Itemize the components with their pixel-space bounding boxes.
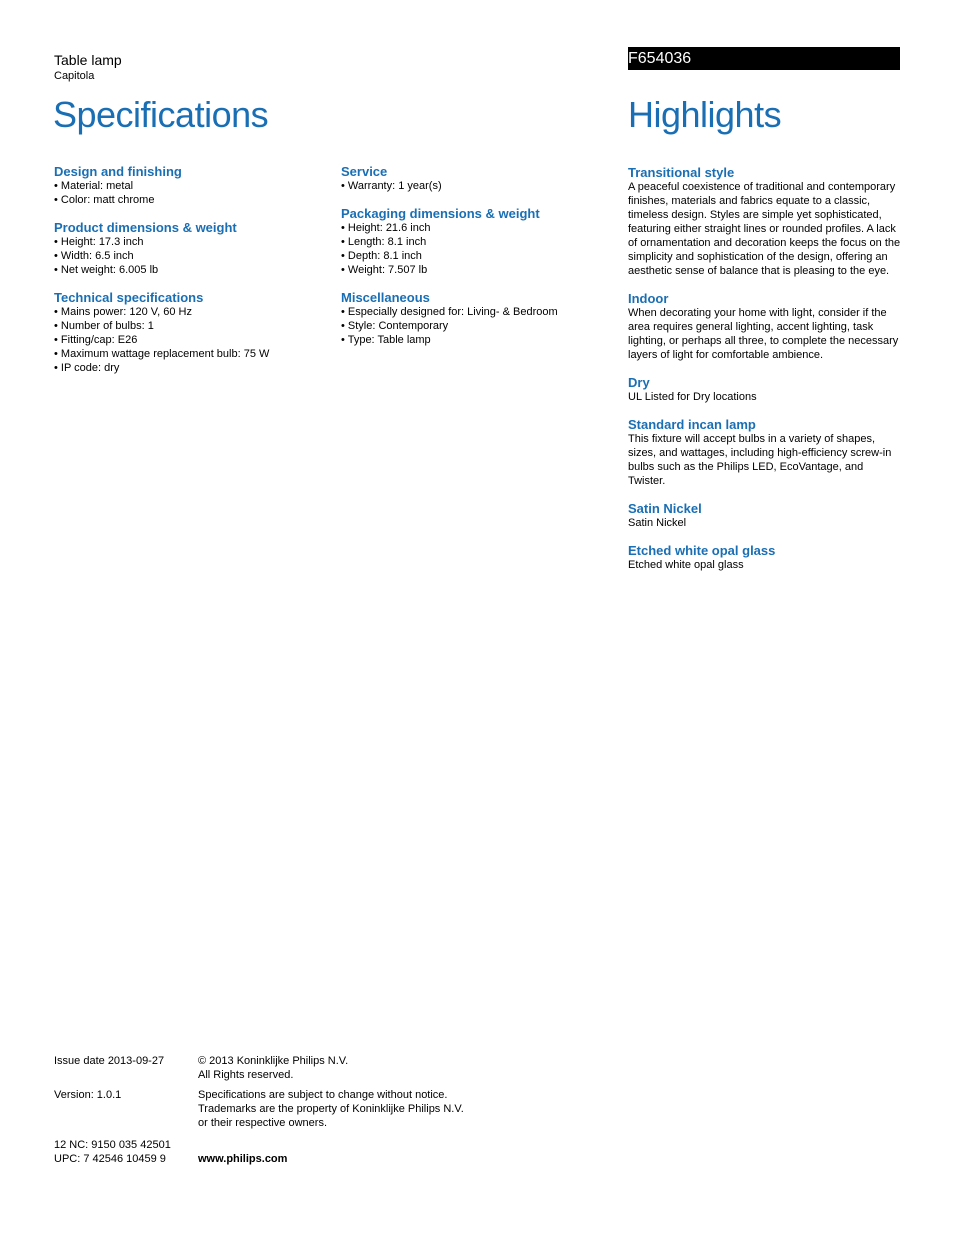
spec-item: • Length: 8.1 inch — [341, 236, 427, 248]
highlight-title: Etched white opal glass — [628, 543, 776, 558]
highlight-indoor — [628, 291, 903, 362]
spec-item: • Weight: 7.507 lb — [341, 264, 428, 276]
spec-section-service — [341, 164, 611, 193]
spec-item: • Height: 17.3 inch — [54, 236, 144, 248]
highlight-title: Standard incan lamp — [628, 417, 756, 432]
footer-issue-date: Issue date 2013-09-27 — [54, 1055, 165, 1067]
footer-nc: 12 NC: 9150 035 42501 — [54, 1139, 171, 1151]
footer-upc: UPC: 7 42546 10459 9 — [54, 1153, 166, 1165]
spec-section-title: Packaging dimensions & weight — [341, 206, 540, 221]
spec-section-title: Technical specifications — [54, 290, 204, 305]
spec-section-title: Product dimensions & weight — [54, 220, 237, 235]
highlight-title: Dry — [628, 375, 650, 390]
spec-item: • Mains power: 120 V, 60 Hz — [54, 306, 192, 318]
spec-item: • Especially designed for: Living- & Bedroom — [341, 306, 558, 318]
spec-section-product-dimensions — [54, 220, 324, 277]
spec-item: • Fitting/cap: E26 — [54, 334, 138, 346]
highlights-column — [628, 165, 903, 585]
highlight-title: Transitional style — [628, 165, 735, 180]
product-code-bar — [628, 47, 900, 70]
spec-item: • Depth: 8.1 inch — [341, 250, 422, 262]
highlight-text: When decorating your home with light, consider if the area requires general lighting, accent lighting, task lighting, or perhaps all three, to complete the necessary layers of light for comfortable ambience. — [628, 307, 899, 361]
footer-website-link[interactable]: www.philips.com — [198, 1153, 288, 1165]
spec-item: • Type: Table lamp — [341, 334, 431, 346]
spec-section-title: Miscellaneous — [341, 290, 430, 305]
spec-item: • Height: 21.6 inch — [341, 222, 431, 234]
product-type: Table lamp — [54, 52, 122, 68]
highlight-title: Satin Nickel — [628, 501, 702, 516]
footer-notice-line: Trademarks are the property of Koninklijke Philips N.V. — [198, 1103, 464, 1115]
specs-column-left — [54, 164, 324, 388]
highlight-text: Etched white opal glass — [628, 559, 744, 571]
highlight-text: This fixture will accept bulbs in a variety of shapes, sizes, and wattages, including high-efficiency screw-in bulbs such as the Philips LED, EcoVantage, and Twister. — [628, 433, 892, 487]
highlight-transitional-style — [628, 165, 903, 278]
spec-item: • Maximum wattage replacement bulb: 75 W — [54, 348, 270, 360]
spec-item: • Style: Contemporary — [341, 320, 449, 332]
spec-section-miscellaneous — [341, 290, 611, 347]
product-code: F654036 — [628, 50, 692, 67]
footer-notice-line: Specifications are subject to change without notice. — [198, 1089, 448, 1101]
spec-section-technical — [54, 290, 324, 375]
specs-column-right — [341, 164, 611, 360]
highlight-text: UL Listed for Dry locations — [628, 391, 757, 403]
footer-version: Version: 1.0.1 — [54, 1089, 122, 1101]
highlight-standard-incan-lamp — [628, 417, 903, 488]
footer-copyright-line: All Rights reserved. — [198, 1069, 294, 1081]
highlight-text: A peaceful coexistence of traditional and contemporary finishes, materials and fabrics equate to a classic, timeless design. Styles are simple yet sophisticated, featuring either straight lines or rounded profiles. A lack of ornamentation and decoration keeps the focus on the simplicity and sophistication of the design, offering an aesthetic sense of balance that is pleasing to the eye. — [628, 181, 901, 277]
highlight-etched-glass — [628, 543, 903, 572]
spec-item: • Width: 6.5 inch — [54, 250, 134, 262]
spec-item: • Number of bulbs: 1 — [54, 320, 154, 332]
spec-item: • IP code: dry — [54, 362, 120, 374]
spec-section-design — [54, 164, 324, 207]
footer-notice-line: or their respective owners. — [198, 1117, 327, 1129]
footer-codes — [54, 1138, 171, 1166]
specifications-title: Specifications — [53, 94, 269, 135]
spec-section-title: Design and finishing — [54, 164, 182, 179]
spec-item: • Color: matt chrome — [54, 194, 155, 206]
spec-item: • Warranty: 1 year(s) — [341, 180, 442, 192]
footer-copyright-line: © 2013 Koninklijke Philips N.V. — [198, 1055, 349, 1067]
highlight-satin-nickel — [628, 501, 903, 530]
highlights-title: Highlights — [628, 94, 782, 135]
footer-notice — [198, 1088, 464, 1130]
highlight-title: Indoor — [628, 291, 669, 306]
spec-section-title: Service — [341, 164, 388, 179]
product-name: Capitola — [54, 70, 95, 82]
spec-item: • Material: metal — [54, 180, 134, 192]
footer-copyright — [198, 1054, 348, 1082]
highlight-dry — [628, 375, 903, 404]
spec-item: • Net weight: 6.005 lb — [54, 264, 159, 276]
highlight-text: Satin Nickel — [628, 517, 687, 529]
spec-section-packaging — [341, 206, 611, 277]
